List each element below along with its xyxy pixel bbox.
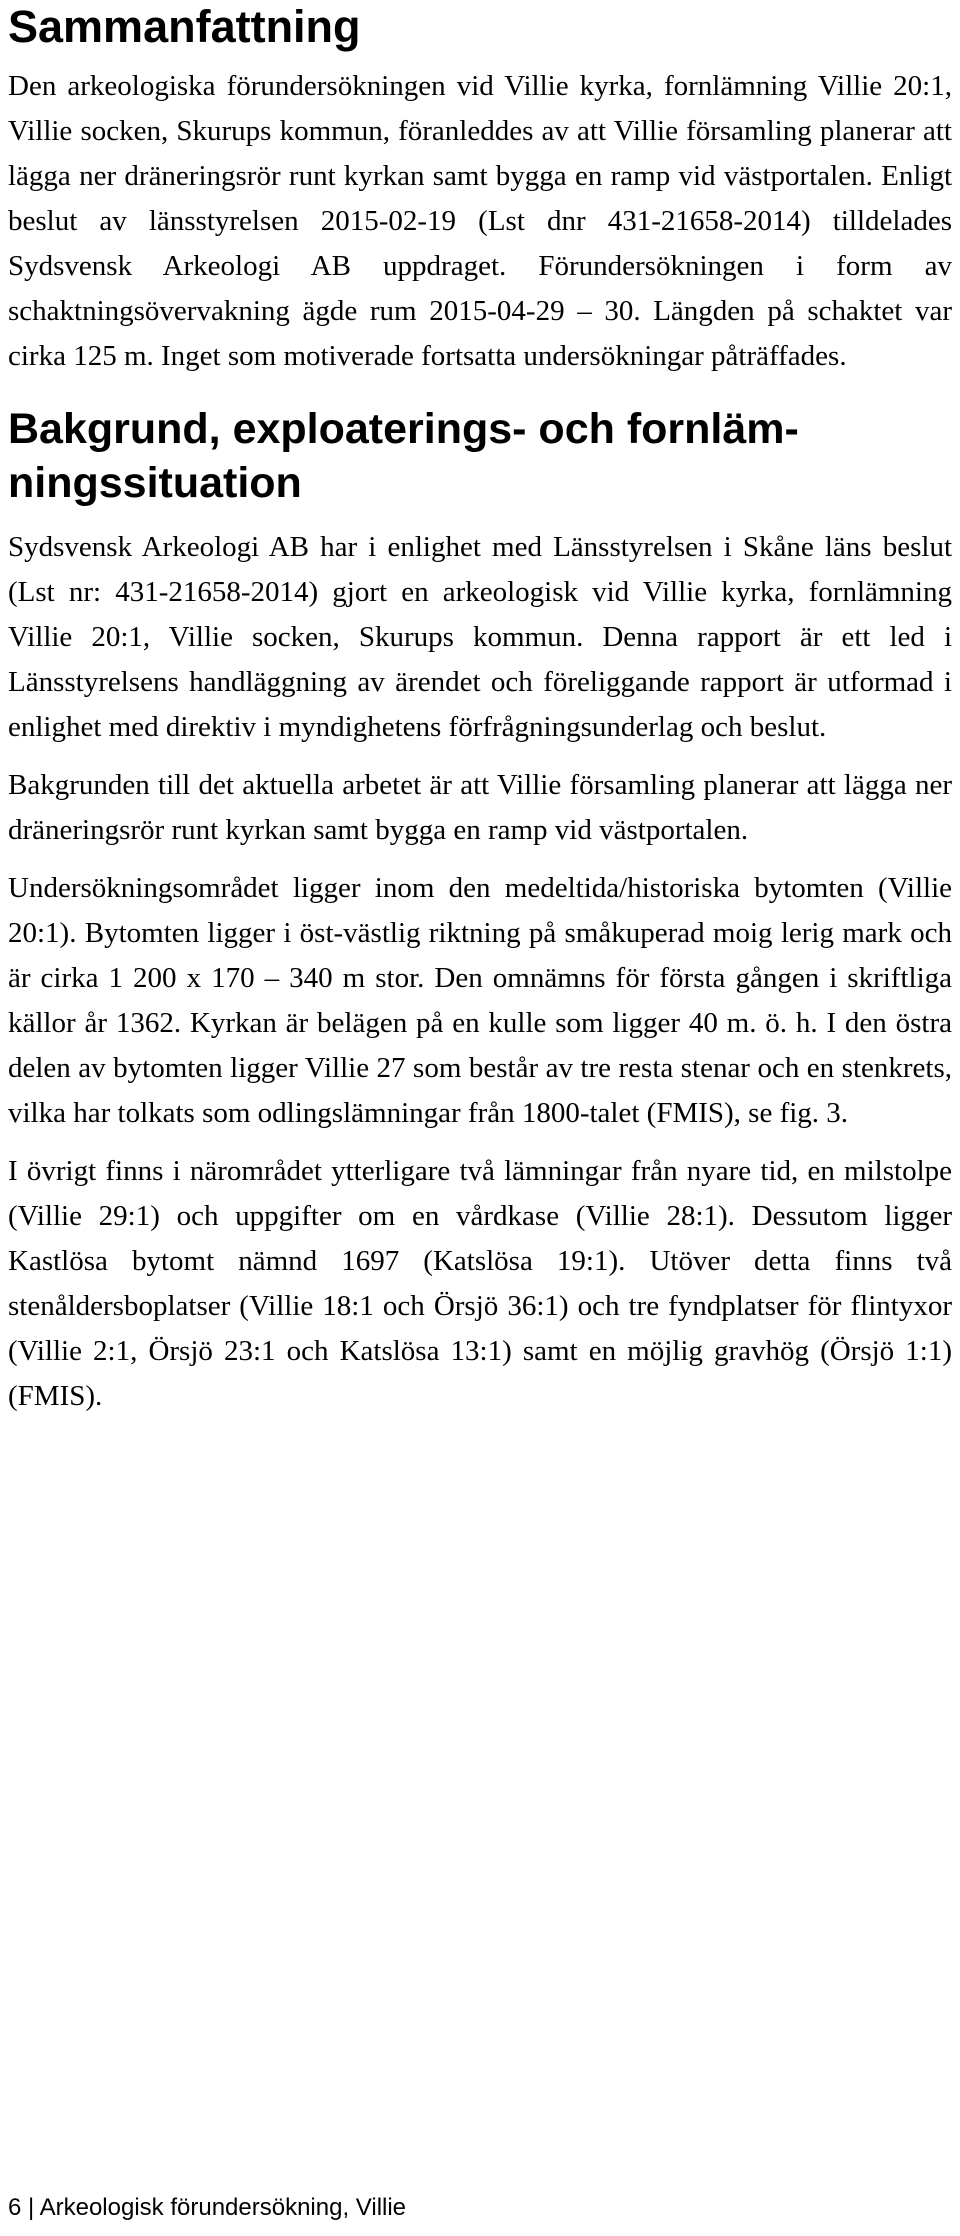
background-paragraph-3: Undersökningsområdet ligger inom den medeltida/historiska bytomten (Villie 20:1). Bytomten ligger i öst-västlig riktning på småkuperad moig lerig mark och är cirka 1 200 x 170 – 340 m stor. Den omnämns för första gången i skriftliga källor år 1362. Kyrkan är belägen på en kulle som ligger 40 m. ö. h. I den östra delen av bytomten ligger Villie 27 som består av tre resta stenar och en stenkrets, vilka har tolkats som odlingslämningar från 1800-talet (FMIS), se fig. 3. xyxy=(8,871,952,1129)
background-paragraph-2: Bakgrunden till det aktuella arbetet är att Villie församling planerar att lägga ner dräneringsrör runt kyrkan samt bygga en ramp vid västportalen. xyxy=(8,768,952,846)
page-content xyxy=(8,0,952,1419)
footer-separator: | xyxy=(28,2194,35,2221)
summary-heading: Sammanfattning xyxy=(8,1,361,52)
background-paragraph-1: Sydsvensk Arkeologi AB har i enlighet med Länsstyrelsen i Skåne läns beslut (Lst nr: 431-21658-2014) gjort en arkeologisk vid Villie kyrka, fornlämning Villie 20:1, Villie socken, Skurups kommun. Denna rapport är ett led i Länsstyrelsens handläggning av ärendet och föreliggande rapport är utformad i enlighet med direktiv i myndighetens förfrågningsunderlag och beslut. xyxy=(8,530,952,743)
background-heading: Bakgrund, exploaterings- och fornlämningssituation xyxy=(8,405,799,507)
background-paragraph-4: I övrigt finns i närområdet ytterligare två lämningar från nyare tid, en milstolpe (Villie 29:1) och uppgifter om en vårdkase (Villie 28:1). Dessutom ligger Kastlösa bytomt nämnd 1697 (Katslösa 19:1). Utöver detta finns två stenåldersboplatser (Villie 18:1 och Örsjö 36:1) och tre fyndplatser för flintyxor (Villie 2:1, Örsjö 23:1 och Katslösa 13:1) samt en möjlig gravhög (Örsjö 1:1) (FMIS). xyxy=(8,1154,952,1412)
running-title: Arkeologisk förundersökning, Villie xyxy=(39,2194,407,2221)
summary-paragraph: Den arkeologiska förundersökningen vid Villie kyrka, fornlämning Villie 20:1, Villie socken, Skurups kommun, föranleddes av att Villie församling planerar att lägga ner dräneringsrör runt kyrkan samt bygga en ramp vid västportalen. Enligt beslut av länsstyrelsen 2015-02-19 (Lst dnr 431-21658-2014) tilldelades Sydsvensk Arkeologi AB uppdraget. Förundersökningen i form av schaktningsövervakning ägde rum 2015-04-29 – 30. Längden på schaktet var cirka 125 m. Inget som motiverade fortsatta undersökningar påträffades. xyxy=(8,70,952,372)
page-number: 6 xyxy=(8,2194,22,2221)
page-footer xyxy=(8,2192,406,2224)
